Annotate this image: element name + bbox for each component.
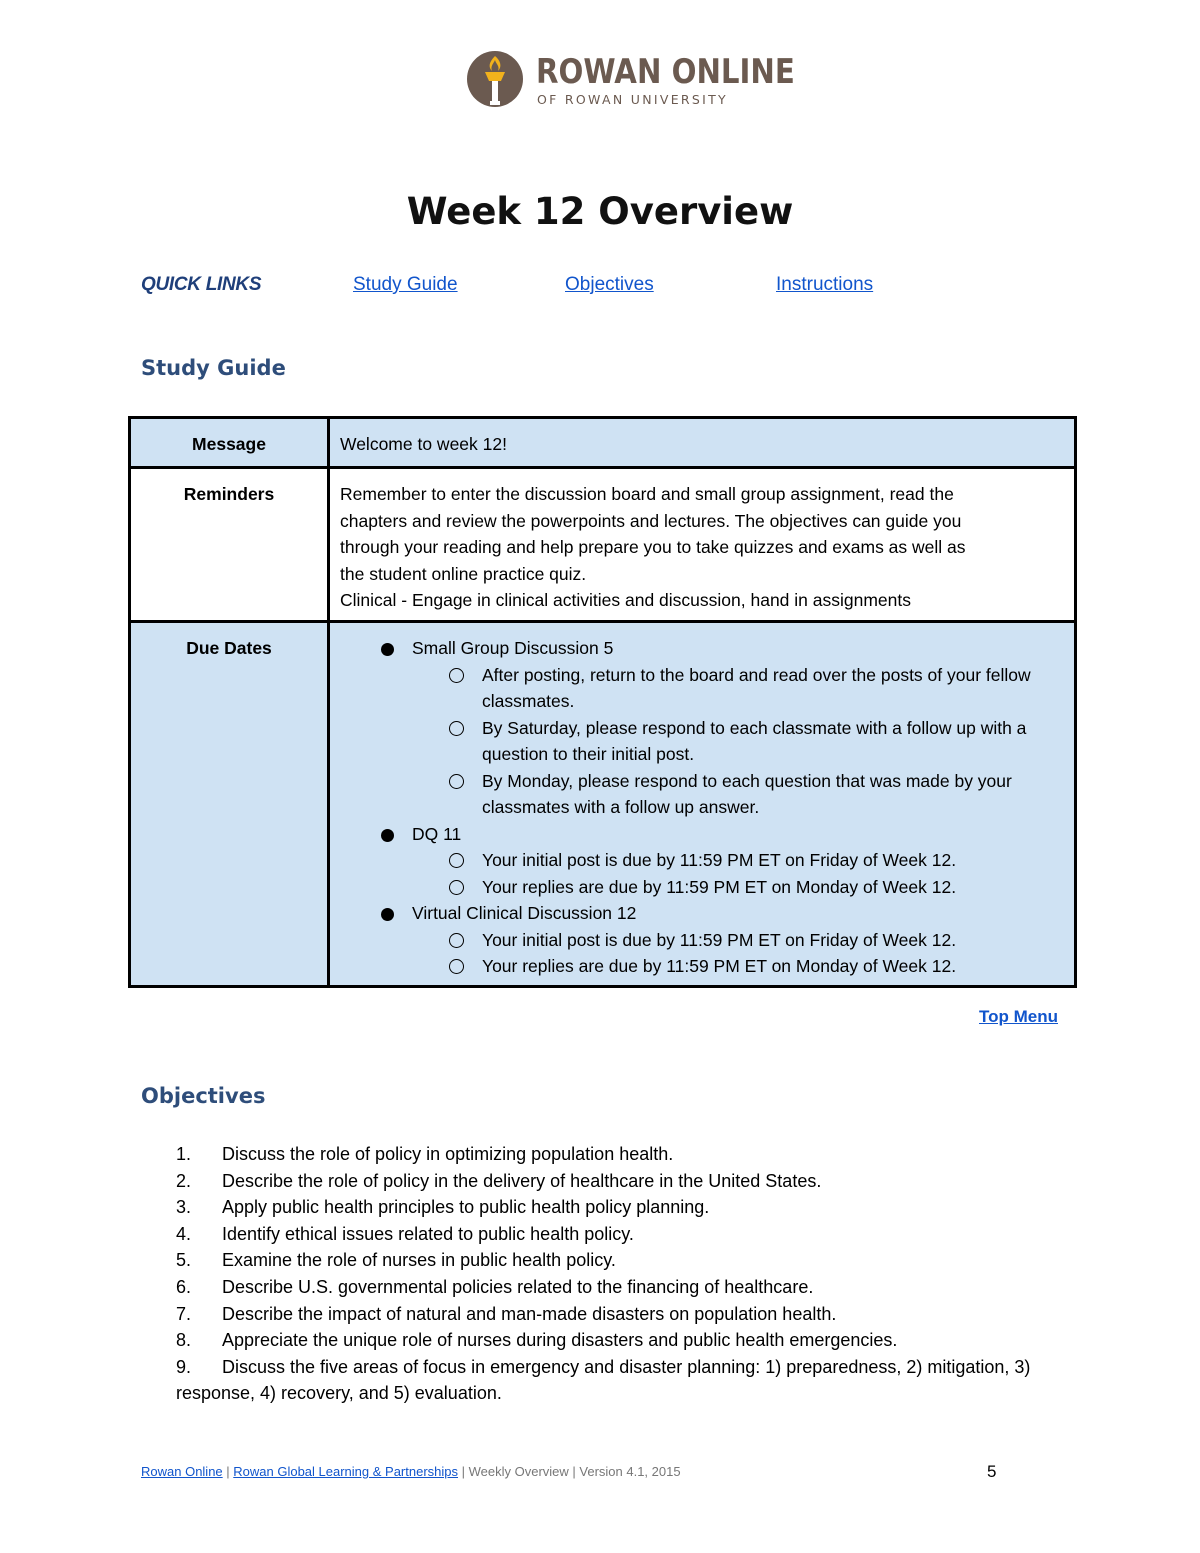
objective-number: 5. (176, 1250, 192, 1271)
quick-link-instructions[interactable]: Instructions (776, 274, 874, 295)
reminders-value (329, 468, 1076, 622)
objective-item (176, 1221, 1036, 1248)
footer-link-rowan-online[interactable]: Rowan Online (141, 1464, 223, 1479)
study-guide-heading: Study Guide (141, 356, 286, 380)
objective-number: 8. (176, 1330, 192, 1351)
objective-text: Appreciate the unique role of nurses during disasters and public health emergencies. (222, 1330, 898, 1351)
due-item (378, 635, 1060, 821)
due-subitem: Your replies are due by 11:59 PM ET on Monday of Week 12. (448, 874, 1060, 901)
footer-text: | Weekly Overview | Version 4.1, 2015 (458, 1464, 681, 1479)
page-footer (141, 1464, 681, 1479)
due-subitem: By Saturday, please respond to each classmate with a follow up with a question to their initial post. (448, 715, 1060, 768)
footer-separator: | (222, 1464, 234, 1479)
objective-text: Identify ethical issues related to public health policy. (222, 1223, 634, 1244)
due-item-title: DQ 11 (412, 823, 462, 844)
due-item (378, 900, 1060, 980)
objective-number: 2. (176, 1170, 192, 1191)
objective-number: 4. (176, 1223, 192, 1244)
table-row-due-dates (130, 622, 1076, 987)
objectives-heading: Objectives (141, 1084, 266, 1108)
due-subitem-list (412, 927, 1060, 980)
due-subitem: Your initial post is due by 11:59 PM ET on Friday of Week 12. (448, 927, 1060, 954)
due-dates-list (340, 635, 1060, 980)
objective-item (176, 1354, 1036, 1407)
objective-text: Examine the role of nurses in public health policy. (222, 1250, 616, 1271)
objective-text: Describe U.S. governmental policies related to the financing of healthcare. (222, 1276, 814, 1297)
reminder-line: through your reading and help prepare you to take quizzes and exams as well as (340, 537, 966, 557)
objective-number: 7. (176, 1303, 192, 1324)
objective-item (176, 1247, 1036, 1274)
objective-item (176, 1274, 1036, 1301)
objective-number: 9. (176, 1356, 192, 1377)
objective-item (176, 1301, 1036, 1328)
objective-text: Describe the role of policy in the delivery of healthcare in the United States. (222, 1170, 822, 1191)
page-title: Week 12 Overview (406, 190, 794, 233)
due-subitem-list (412, 847, 1060, 900)
reminder-line: Clinical - Engage in clinical activities and discussion, hand in assignments (340, 590, 911, 610)
message-label: Message (130, 418, 329, 468)
quick-link-objectives[interactable]: Objectives (565, 274, 654, 295)
objective-text: Discuss the role of policy in optimizing population health. (222, 1144, 674, 1164)
due-dates-value (329, 622, 1076, 987)
table-row-message (130, 418, 1076, 468)
due-subitem-list (412, 662, 1060, 821)
quick-links-label: QUICK LINKS (141, 274, 262, 295)
objective-item (176, 1141, 1036, 1168)
objectives-list (176, 1141, 1036, 1407)
due-subitem: After posting, return to the board and read over the posts of your fellow classmates. (448, 662, 1060, 715)
objective-item (176, 1327, 1036, 1354)
due-dates-label: Due Dates (130, 622, 329, 987)
footer-link-global-learning[interactable]: Rowan Global Learning & Partnerships (233, 1464, 459, 1479)
quick-link-study-guide[interactable]: Study Guide (353, 274, 458, 295)
objective-text: Discuss the five areas of focus in emergency and disaster planning: 1) preparedness, 2) mitigation, 3) response, 4) recovery, and 5) evaluation. (176, 1356, 1031, 1404)
logo-subtitle: OF ROWAN UNIVERSITY (537, 92, 728, 107)
objective-number: 1. (176, 1144, 192, 1164)
due-item-title: Virtual Clinical Discussion 12 (412, 903, 637, 923)
study-guide-table (128, 416, 1077, 988)
due-subitem: By Monday, please respond to each question that was made by your classmates with a follow up answer. (448, 768, 1060, 821)
objective-number: 6. (176, 1276, 192, 1297)
reminder-line: Remember to enter the discussion board and small group assignment, read the (340, 484, 954, 504)
reminders-label: Reminders (130, 468, 329, 622)
logo-brand-text: ROWAN ONLINE (536, 52, 795, 92)
reminder-line: the student online practice quiz. (340, 563, 587, 584)
due-subitem: Your initial post is due by 11:59 PM ET on Friday of Week 12. (448, 847, 1060, 874)
page-number: 5 (987, 1462, 997, 1481)
due-subitem: Your replies are due by 11:59 PM ET on Monday of Week 12. (448, 953, 1060, 980)
objective-item (176, 1194, 1036, 1221)
torch-icon (466, 48, 524, 110)
top-menu-link[interactable]: Top Menu (979, 1007, 1058, 1026)
message-value: Welcome to week 12! (329, 418, 1076, 468)
objective-text: Apply public health principles to public health policy planning. (222, 1197, 710, 1218)
objective-text: Describe the impact of natural and man-made disasters on population health. (222, 1303, 837, 1324)
table-row-reminders (130, 468, 1076, 622)
due-item-title: Small Group Discussion 5 (412, 638, 614, 658)
objective-item (176, 1168, 1036, 1195)
reminder-line: chapters and review the powerpoints and lectures. The objectives can guide you (340, 510, 962, 531)
due-item (378, 821, 1060, 901)
objective-number: 3. (176, 1197, 192, 1218)
